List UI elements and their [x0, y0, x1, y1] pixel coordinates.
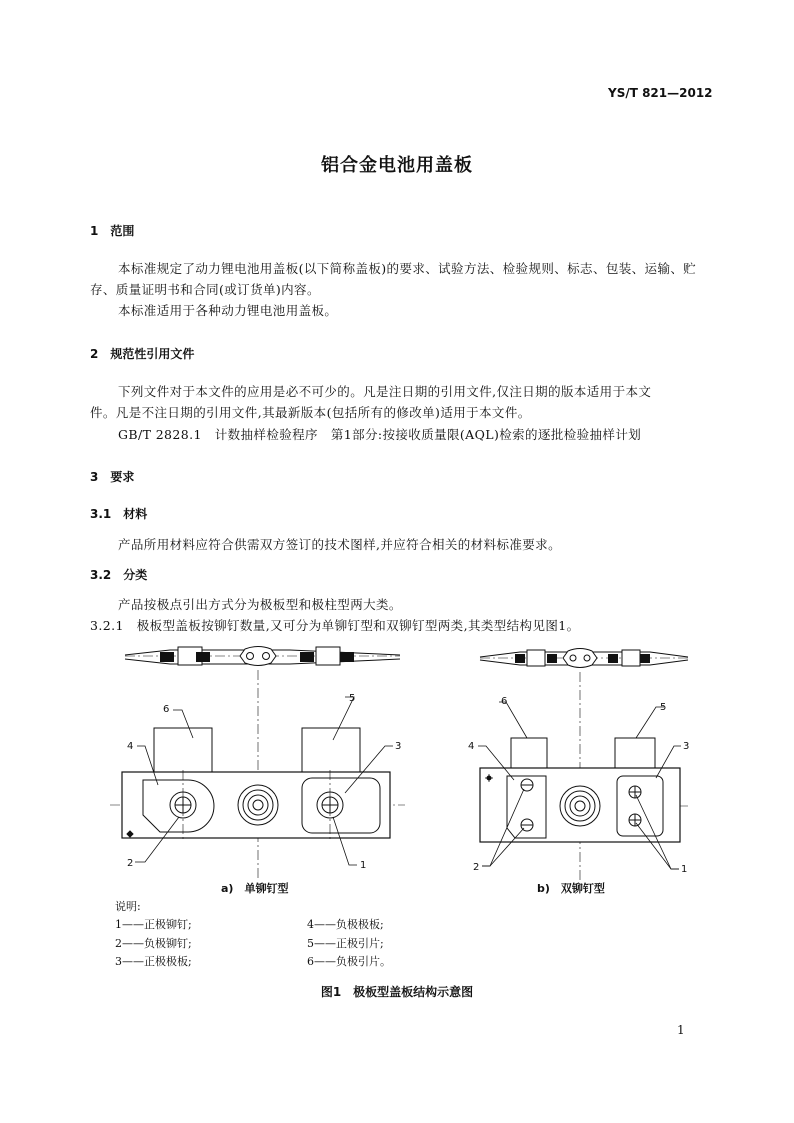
figure-a-label: a) 单铆钉型 [221, 882, 289, 895]
legend-item-3: 3——正极极板; [115, 955, 192, 968]
section-3-2-1-paragraph: 3.2.1 极板型盖板按铆钉数量,又可分为单铆钉型和双铆钉型两类,其类型结构见图1。 [90, 618, 580, 633]
figure-a-side-view [125, 647, 400, 666]
section-3-1-heading: 3.1 材料 [90, 507, 148, 521]
normative-reference: GB/T 2828.1 计数抽样检验程序 第1部分:按接收质量限(AQL)检索的逐批检验抽样计划 [118, 427, 642, 442]
section-2-paragraph-line-1: 下列文件对于本文件的应用是必不可少的。凡是注日期的引用文件,仅注日期的版本适用于本文 [118, 384, 652, 399]
legend-item-5: 5——正极引片; [307, 937, 384, 950]
section-1-paragraph-1-line-2: 存、质量证明书和合同(或订货单)内容。 [90, 282, 320, 297]
figure-caption: 图1 极板型盖板结构示意图 [320, 985, 474, 999]
figure-b-plan-view [480, 672, 690, 880]
legend-item-4: 4——负极极板; [307, 918, 384, 931]
legend-item-1: 1——正极铆钉; [115, 918, 192, 931]
callout-b-4: 4 [468, 741, 475, 752]
section-2-paragraph-line-2: 件。凡是不注日期的引用文件,其最新版本(包括所有的修改单)适用于本文件。 [90, 405, 531, 420]
figure-b-double-rivet [478, 649, 690, 881]
section-3-2-paragraph: 产品按极点引出方式分为极板型和极柱型两大类。 [118, 597, 402, 612]
callout-b-3: 3 [683, 741, 690, 752]
callout-a-1: 1 [360, 860, 367, 871]
callout-b-1: 1 [681, 864, 688, 875]
section-3-heading: 3 要求 [90, 470, 135, 484]
standard-code: YS/T 821—2012 [608, 86, 713, 100]
callout-b-2: 2 [473, 862, 480, 873]
section-1-heading: 1 范围 [90, 224, 135, 238]
section-3-1-paragraph: 产品所用材料应符合供需双方签订的技术图样,并应符合相关的材料标准要求。 [118, 537, 561, 552]
legend-title: 说明: [115, 900, 141, 913]
figure-b-label: b) 双铆钉型 [537, 882, 605, 895]
legend-item-2: 2——负极铆钉; [115, 937, 192, 950]
figure-a-single-rivet [110, 647, 405, 881]
figure-b-side-view [480, 649, 688, 668]
callout-a-6: 6 [163, 704, 170, 715]
callout-a-4: 4 [127, 741, 134, 752]
section-3-2-heading: 3.2 分类 [90, 568, 148, 582]
callout-a-3: 3 [395, 741, 402, 752]
section-1-paragraph-1-line-1: 本标准规定了动力锂电池用盖板(以下简称盖板)的要求、试验方法、检验规则、标志、包装、运输、贮 [118, 261, 697, 276]
callout-b-6: 6 [501, 696, 508, 707]
section-2-heading: 2 规范性引用文件 [90, 347, 195, 361]
callout-a-2: 2 [127, 858, 134, 869]
callout-a-5: 5 [349, 693, 356, 704]
legend-item-6: 6——负极引片。 [307, 955, 391, 968]
page-number: 1 [677, 1023, 685, 1037]
callout-b-5: 5 [660, 702, 667, 713]
document-title: 铝合金电池用盖板 [321, 155, 473, 176]
section-1-paragraph-2: 本标准适用于各种动力锂电池用盖板。 [118, 303, 338, 318]
